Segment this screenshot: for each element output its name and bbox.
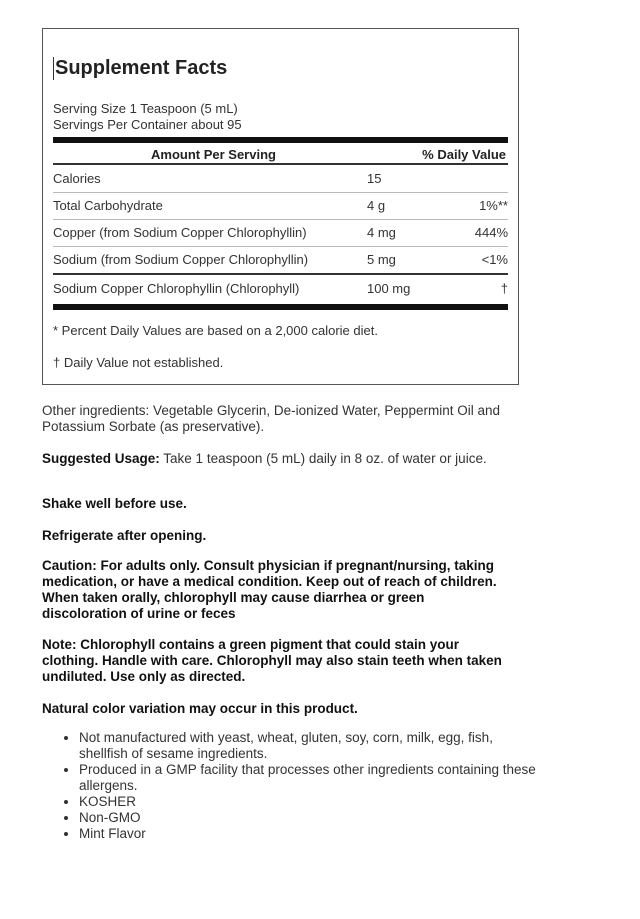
servings-per-container: Servings Per Container about 95 <box>53 117 242 132</box>
shake-instruction: Shake well before use. <box>42 496 187 511</box>
nutrient-amount: 15 <box>367 171 382 186</box>
daily-value-header: % Daily Value <box>422 147 506 162</box>
list-item: • Non-GMO <box>79 810 539 826</box>
list-item: • KOSHER <box>79 794 539 810</box>
footer-divider-thick <box>53 304 508 310</box>
caution-text: Caution: For adults only. Consult physician if pregnant/nursing, taking medication, or have a medical condition. Keep out of reach of children. When taken orally, chlorophyll may cause diarrhea or green discoloration of urine or feces <box>42 558 497 621</box>
nutrient-row <box>53 165 508 192</box>
footnote-percent-daily-values: * Percent Daily Values are based on a 2,000 calorie diet. <box>53 323 378 338</box>
list-item: • Not manufactured with yeast, wheat, gluten, soy, corn, milk, egg, fish, shellfish of sesame ingredients. <box>79 730 539 762</box>
nutrient-row <box>53 275 508 302</box>
nutrient-name: Calories <box>53 171 101 186</box>
header-divider-thick <box>53 137 508 143</box>
footnote-daily-value-not-established: † Daily Value not established. <box>53 355 224 370</box>
amount-per-serving-header: Amount Per Serving <box>151 147 276 162</box>
product-features-list <box>42 730 539 842</box>
supplement-facts-title: Supplement Facts <box>55 57 228 79</box>
serving-info <box>53 101 242 133</box>
nutrient-row <box>53 246 508 273</box>
nutrient-name: Sodium Copper Chlorophyllin (Chlorophyll) <box>53 281 300 296</box>
nutrient-daily-value: 1%** <box>479 198 508 213</box>
nutrient-daily-value: † <box>500 281 508 296</box>
note-text: Note: Chlorophyll contains a green pigment that could stain your clothing. Handle with care. Chlorophyll may also stain teeth when taken undiluted. Use only as directed. <box>42 637 502 684</box>
refrigerate-instruction: Refrigerate after opening. <box>42 528 207 543</box>
suggested-usage-text: Take 1 teaspoon (5 mL) daily in 8 oz. of water or juice. <box>159 451 487 466</box>
suggested-usage <box>42 451 512 467</box>
nutrient-name: Sodium (from Sodium Copper Chlorophyllin) <box>53 252 309 267</box>
nutrient-row <box>53 192 508 219</box>
nutrient-name: Copper (from Sodium Copper Chlorophyllin) <box>53 225 307 240</box>
nutrient-amount: 4 mg <box>367 225 396 240</box>
nutrient-amount: 4 g <box>367 198 386 213</box>
suggested-usage-label: Suggested Usage: <box>42 451 160 466</box>
nutrient-name: Total Carbohydrate <box>53 198 163 213</box>
nutrient-amount: 100 mg <box>367 281 411 296</box>
supplement-facts-panel <box>42 28 519 385</box>
nutrient-amount: 5 mg <box>367 252 396 267</box>
serving-size: Serving Size 1 Teaspoon (5 mL) <box>53 101 238 116</box>
nutrient-daily-value: 444% <box>474 225 508 240</box>
list-item: • Produced in a GMP facility that processes other ingredients containing these allergens. <box>79 762 539 794</box>
nutrient-row <box>53 219 508 246</box>
list-item: • Mint Flavor <box>79 826 539 842</box>
nutrient-daily-value: <1% <box>481 252 508 267</box>
natural-color-note: Natural color variation may occur in this product. <box>42 701 358 716</box>
other-ingredients: Other ingredients: Vegetable Glycerin, De-ionized Water, Peppermint Oil and Potassium Sorbate (as preservative). <box>42 403 500 434</box>
